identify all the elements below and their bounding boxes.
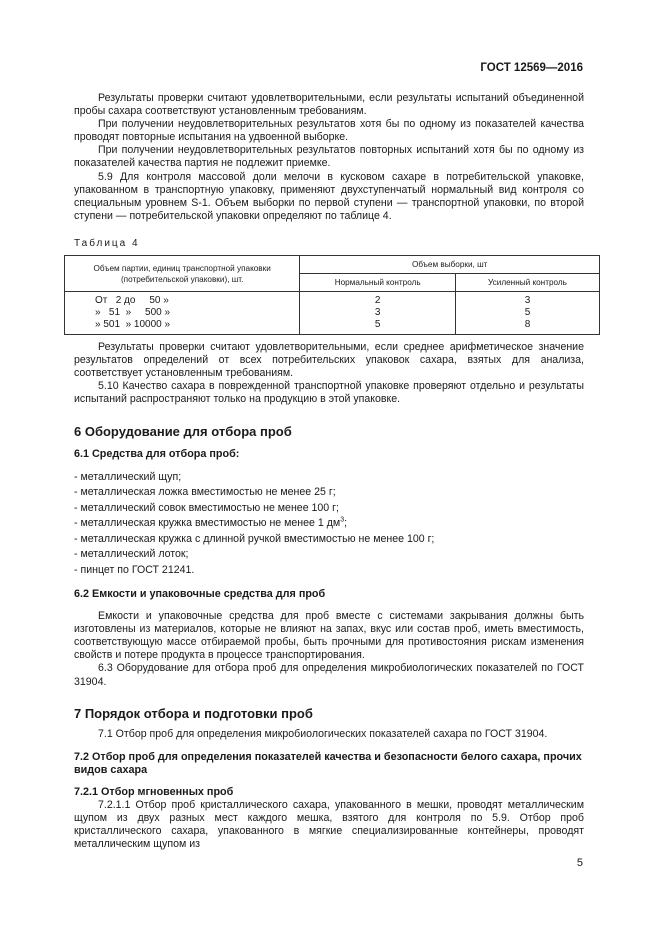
section-6-title: 6 Оборудование для отбора проб [74, 423, 292, 439]
equipment-list [74, 470, 584, 579]
clause-5-9: 5.9 Для контроля массовой доли мелочи в кусковом сахаре в потребительской упаковке, упакованном в транспортную упаковку, применяют двухступенчатый нормальный вид контроля со специальным уровнем S-1. Объем выборки по первой ступени — транспортной упаковки, по второй ступени — потребительской упаковки определяют по таблице 4. [74, 170, 584, 222]
list-item: - металлический щуп; [74, 470, 182, 483]
intro-paragraph-2: При получении неудовлетворительных результатов хотя бы по одному из показателей качества проводят повторные испытания на удвоенной выборке. [74, 118, 584, 144]
normal-cell: 2 3 5 [300, 292, 456, 335]
strict-cell: 3 5 8 [455, 292, 599, 335]
list-item: - металлический лоток; [74, 548, 189, 561]
lot-cell: От 2 до 50 » » 51 » 500 » » 501 » 10000 » [65, 292, 300, 335]
intro-paragraph-3: При получении неудовлетворительных результатов повторных испытаний хотя бы по одному из показателей качества партия не подлежит приемке. [74, 144, 584, 170]
table-caption: Таблица 4 [74, 237, 140, 249]
subsection-6-1-title: 6.1 Средства для отбора проб: [74, 447, 240, 460]
page-number: 5 [576, 857, 583, 869]
list-item: - металлическая кружка с длинной ручкой вместимостью не менее 100 г; [74, 532, 435, 545]
list-item: - металлический совок вместимостью не менее 100 г; [74, 501, 339, 514]
subsection-6-2-title: 6.2 Емкости и упаковочные средства для проб [74, 588, 326, 601]
table-row [65, 292, 600, 335]
page-content [74, 92, 584, 851]
subsection-7-2-1-title: 7.2.1 Отбор мгновенных проб [74, 785, 234, 798]
document-id: ГОСТ 12569—2016 [480, 62, 583, 74]
header-sample-size: Объем выборки, шт [300, 256, 600, 274]
header-normal-control: Нормальный контроль [300, 274, 456, 292]
list-item: - металлическая кружка вместимостью не менее 1 $дм^3$; [74, 516, 348, 530]
header-strict-control: Усиленный контроль [455, 274, 599, 292]
list-item: - металлическая ложка вместимостью не менее 25 г; [74, 486, 336, 499]
section-7-title: 7 Порядок отбора и подготовки проб [74, 705, 313, 721]
subsection-6-2-text: Емкости и упаковочные средства для проб вместе с системами закрывания должны быть изготовлены из материалов, которые не влияют на запах, вкус или состав проб, иметь вместимость, соответствующую массе отбираемой пробы, быть прочными для противостояния рискам изменения свойств и потере продукта в процессе транспортирования. [74, 610, 584, 662]
clause-6-3: 6.3 Оборудование для отбора проб для определения микробиологических показателей по ГОСТ 31904. [74, 662, 584, 688]
subsection-7-2-title: 7.2 Отбор проб для определения показателей качества и безопасности белого сахара, прочих видов сахара [74, 750, 582, 776]
after-table-paragraph-1: Результаты проверки считают удовлетворительными, если среднее арифметическое значение результатов определений от всех потребительских упаковок сахара, взятых для анализа, соответствует установленным требованиям. [74, 341, 584, 380]
header-lot-size: Объем партии, единиц транспортной упаковки (потребительской упаковки), шт. [65, 256, 300, 292]
clause-7-2-1-1: 7.2.1.1 Отбор проб кристаллического сахара, упакованного в мешки, проводят металлическим щупом из двух разных мест каждого мешка, взятого для контроля по 5.9. Отбор проб кристаллического сахара, упакованного в мягкие специализированные контейнеры, проводят металлическим щупом из [74, 798, 584, 851]
intro-paragraph-1: Результаты проверки считают удовлетворительными, если результаты испытаний объединенной пробы сахара соответствуют установленным требованиям. [74, 92, 584, 118]
sampling-table [64, 255, 600, 335]
clause-5-10: 5.10 Качество сахара в поврежденной транспортной упаковке проверяют отдельно и результаты испытаний распространяют только на продукцию в этой упаковке. [74, 380, 584, 406]
clause-7-1: 7.1 Отбор проб для определения микробиологических показателей сахара по ГОСТ 31904. [98, 727, 548, 740]
list-item: - пинцет по ГОСТ 21241. [74, 563, 195, 576]
